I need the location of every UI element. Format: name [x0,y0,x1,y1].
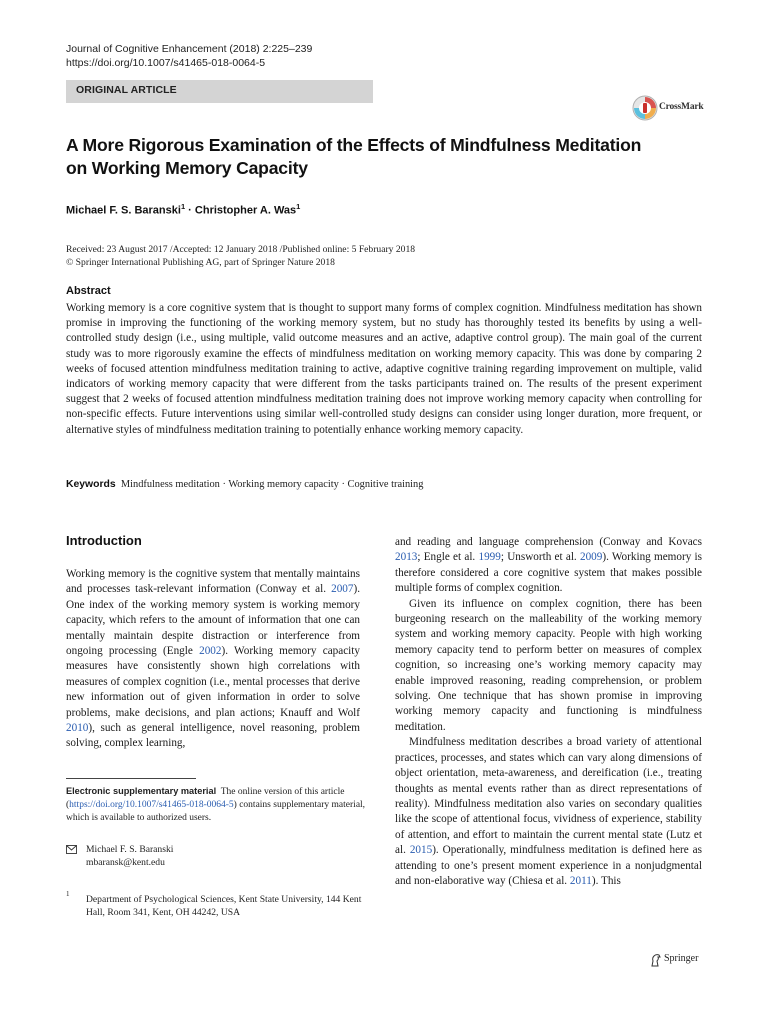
doi-link[interactable]: https://doi.org/10.1007/s41465-018-0064-5 [66,57,266,69]
text-run: ), such as general intelligence, novel reasoning, problem solving, complex learning, [66,722,360,750]
paragraph [395,535,702,597]
citation-link[interactable]: 2002 [199,645,222,658]
paragraph: Given its influence on complex cognition, there has been burgeoning research on the malleability of the working memory system and working memory capacity. People with high working memory capacity tend to perform better on measures of complex cognition, so increasing one’s working memory capacity may enable improved reasoning, reading comprehension, or problem solving. One technique that has shown promise in improving working memory capacity and functioning is mindfulness meditation. [395,597,702,733]
article-title [66,134,706,180]
title-line-2: on Working Memory Capacity [66,158,308,178]
author-separator: · [188,204,192,217]
envelope-icon [66,845,77,854]
citation-link[interactable]: 2015 [409,844,433,857]
esm-link[interactable]: https://doi.org/10.1007/s41465-018-0064-5 [69,800,234,810]
body-column-left [66,567,360,752]
citation-link[interactable]: 2009 [579,551,603,564]
correspondence-email[interactable]: mbaransk@kent.edu [86,857,165,868]
paragraph [395,735,702,889]
citation-link[interactable]: 2010 [66,722,89,735]
author-affiliation-marker: 1 [180,202,186,211]
publisher-name: Springer [664,953,699,964]
author-name[interactable]: Christopher A. Was [194,204,297,217]
text-run: Working memory is the cognitive system that mentally maintains and processes task-relevant information (Conway et al. [66,568,360,596]
text-run: and reading and language comprehension (Conway and Kovacs [395,536,702,548]
keywords [66,479,423,490]
author-name[interactable]: Michael F. S. Baranski [66,204,181,217]
citation-link[interactable]: 2011 [569,874,592,887]
title-line-1: A More Rigorous Examination of the Effects of Mindfulness Meditation [66,135,642,155]
esm-text-pre: The online version of this article ( [66,787,345,810]
keywords-label: Keywords [66,479,116,490]
keywords-list: Mindfulness meditation · Working memory capacity · Cognitive training [120,479,424,490]
text-run: ). This [591,874,621,887]
author-affiliation-marker: 1 [296,202,301,211]
crossmark-label: CrossMark [659,102,704,112]
paragraph [66,567,360,752]
text-run: ). Operationally, mindfulness meditation is defined here as attending to one’s present moment experience in a nonjudgmental and non-elaborative way (Chiesa et al. [395,844,702,887]
text-run: ). Working memory is therefore considered a core cognitive system that makes possible multiple forms of complex cognition. [395,551,702,595]
section-heading-introduction: Introduction [66,533,142,548]
body-column-right [395,535,702,889]
copyright-line: © Springer International Publishing AG, part of Springer Nature 2018 [66,257,335,268]
journal-info [66,42,312,70]
citation-link[interactable]: 1999 [478,551,501,564]
article-type-label: ORIGINAL ARTICLE [76,84,177,96]
springer-horse-icon [650,953,662,967]
affiliation-number: 1 [66,890,70,898]
crossmark-badge[interactable] [632,92,706,124]
crossmark-icon [632,95,658,121]
citation-link[interactable]: 2007 [331,583,354,596]
esm-text-post: ) contains supplementary material, which is available to authorized users. [66,800,366,823]
author-list [66,202,300,217]
abstract-heading: Abstract [66,285,111,297]
footnote-divider [66,778,196,779]
esm-label: Electronic supplementary material [66,786,217,796]
affiliation-text: Department of Psychological Sciences, Kent State University, 144 Kent Hall, Room 341, Kent, OH 44242, USA [86,894,362,918]
abstract-text: Working memory is a core cognitive system that is thought to support many forms of complex cognition. Mindfulness meditation has shown promise in improving the functioning of the working memory system, but no study has thoroughly tested its benefits by using a well-controlled study design (i.e., using multiple, valid outcome measures and an active, adaptive control group). The main goal of the current study was to more rigorously examine the effects of mindfulness meditation on working memory capacity. This was done by comparing 2 weeks of focused attention mindfulness meditation training to active, adaptive cognitive training regarding improvement on multiple, valid indicators of working memory capacity that were different from the tasks participants trained on. The results of the present experiment suggest that 2 weeks of focused attention mindfulness meditation training does not improve working memory capacity when controlling for non-specific effects. Future interventions using similar well-controlled study designs can consider using longer duration, more frequent, or alternative styles of mindfulness meditation training to potentially enhance working memory capacity. [66,302,702,436]
publication-history [66,243,415,269]
supplementary-material-note [66,785,366,825]
correspondence [86,843,173,869]
correspondence-name: Michael F. S. Baranski [86,844,174,855]
article-type-banner [66,80,373,103]
text-run: Mindfulness meditation describes a broad variety of attentional practices, processes, and states which can vary along dimensions of object orientation, meta-awareness, and dereification (i.e., treating thoughts as mental events rather than as direct representations of reality). Mindfulness meditation also varies on secondary qualities like the scope of attentional focus, vividness of experience, stability of attention, and effort to maintain the current mental state (Lutz et al. [395,736,702,857]
citation-link[interactable]: 2013 [395,551,418,564]
text-run: ; Unsworth et al. [500,551,580,564]
text-run: ). One index of the working memory system is working memory capacity, which refers to the amount of information that one can mentally maintain despite distraction or interference from ongoing processing (Engle [66,583,360,658]
text-run: ). Working memory capacity measures have consistently shown high correlations with measures of complex cognition (i.e., mental processes that derive new information out of given information in order to solve problems, make decisions, and plan actions; Knauff and Wolf [66,645,360,719]
article-dates: Received: 23 August 2017 /Accepted: 12 January 2018 /Published online: 5 February 2018 [66,244,416,255]
journal-citation: Journal of Cognitive Enhancement (2018) 2:225–239 [66,43,313,55]
text-run: ; Engle et al. [417,551,479,564]
